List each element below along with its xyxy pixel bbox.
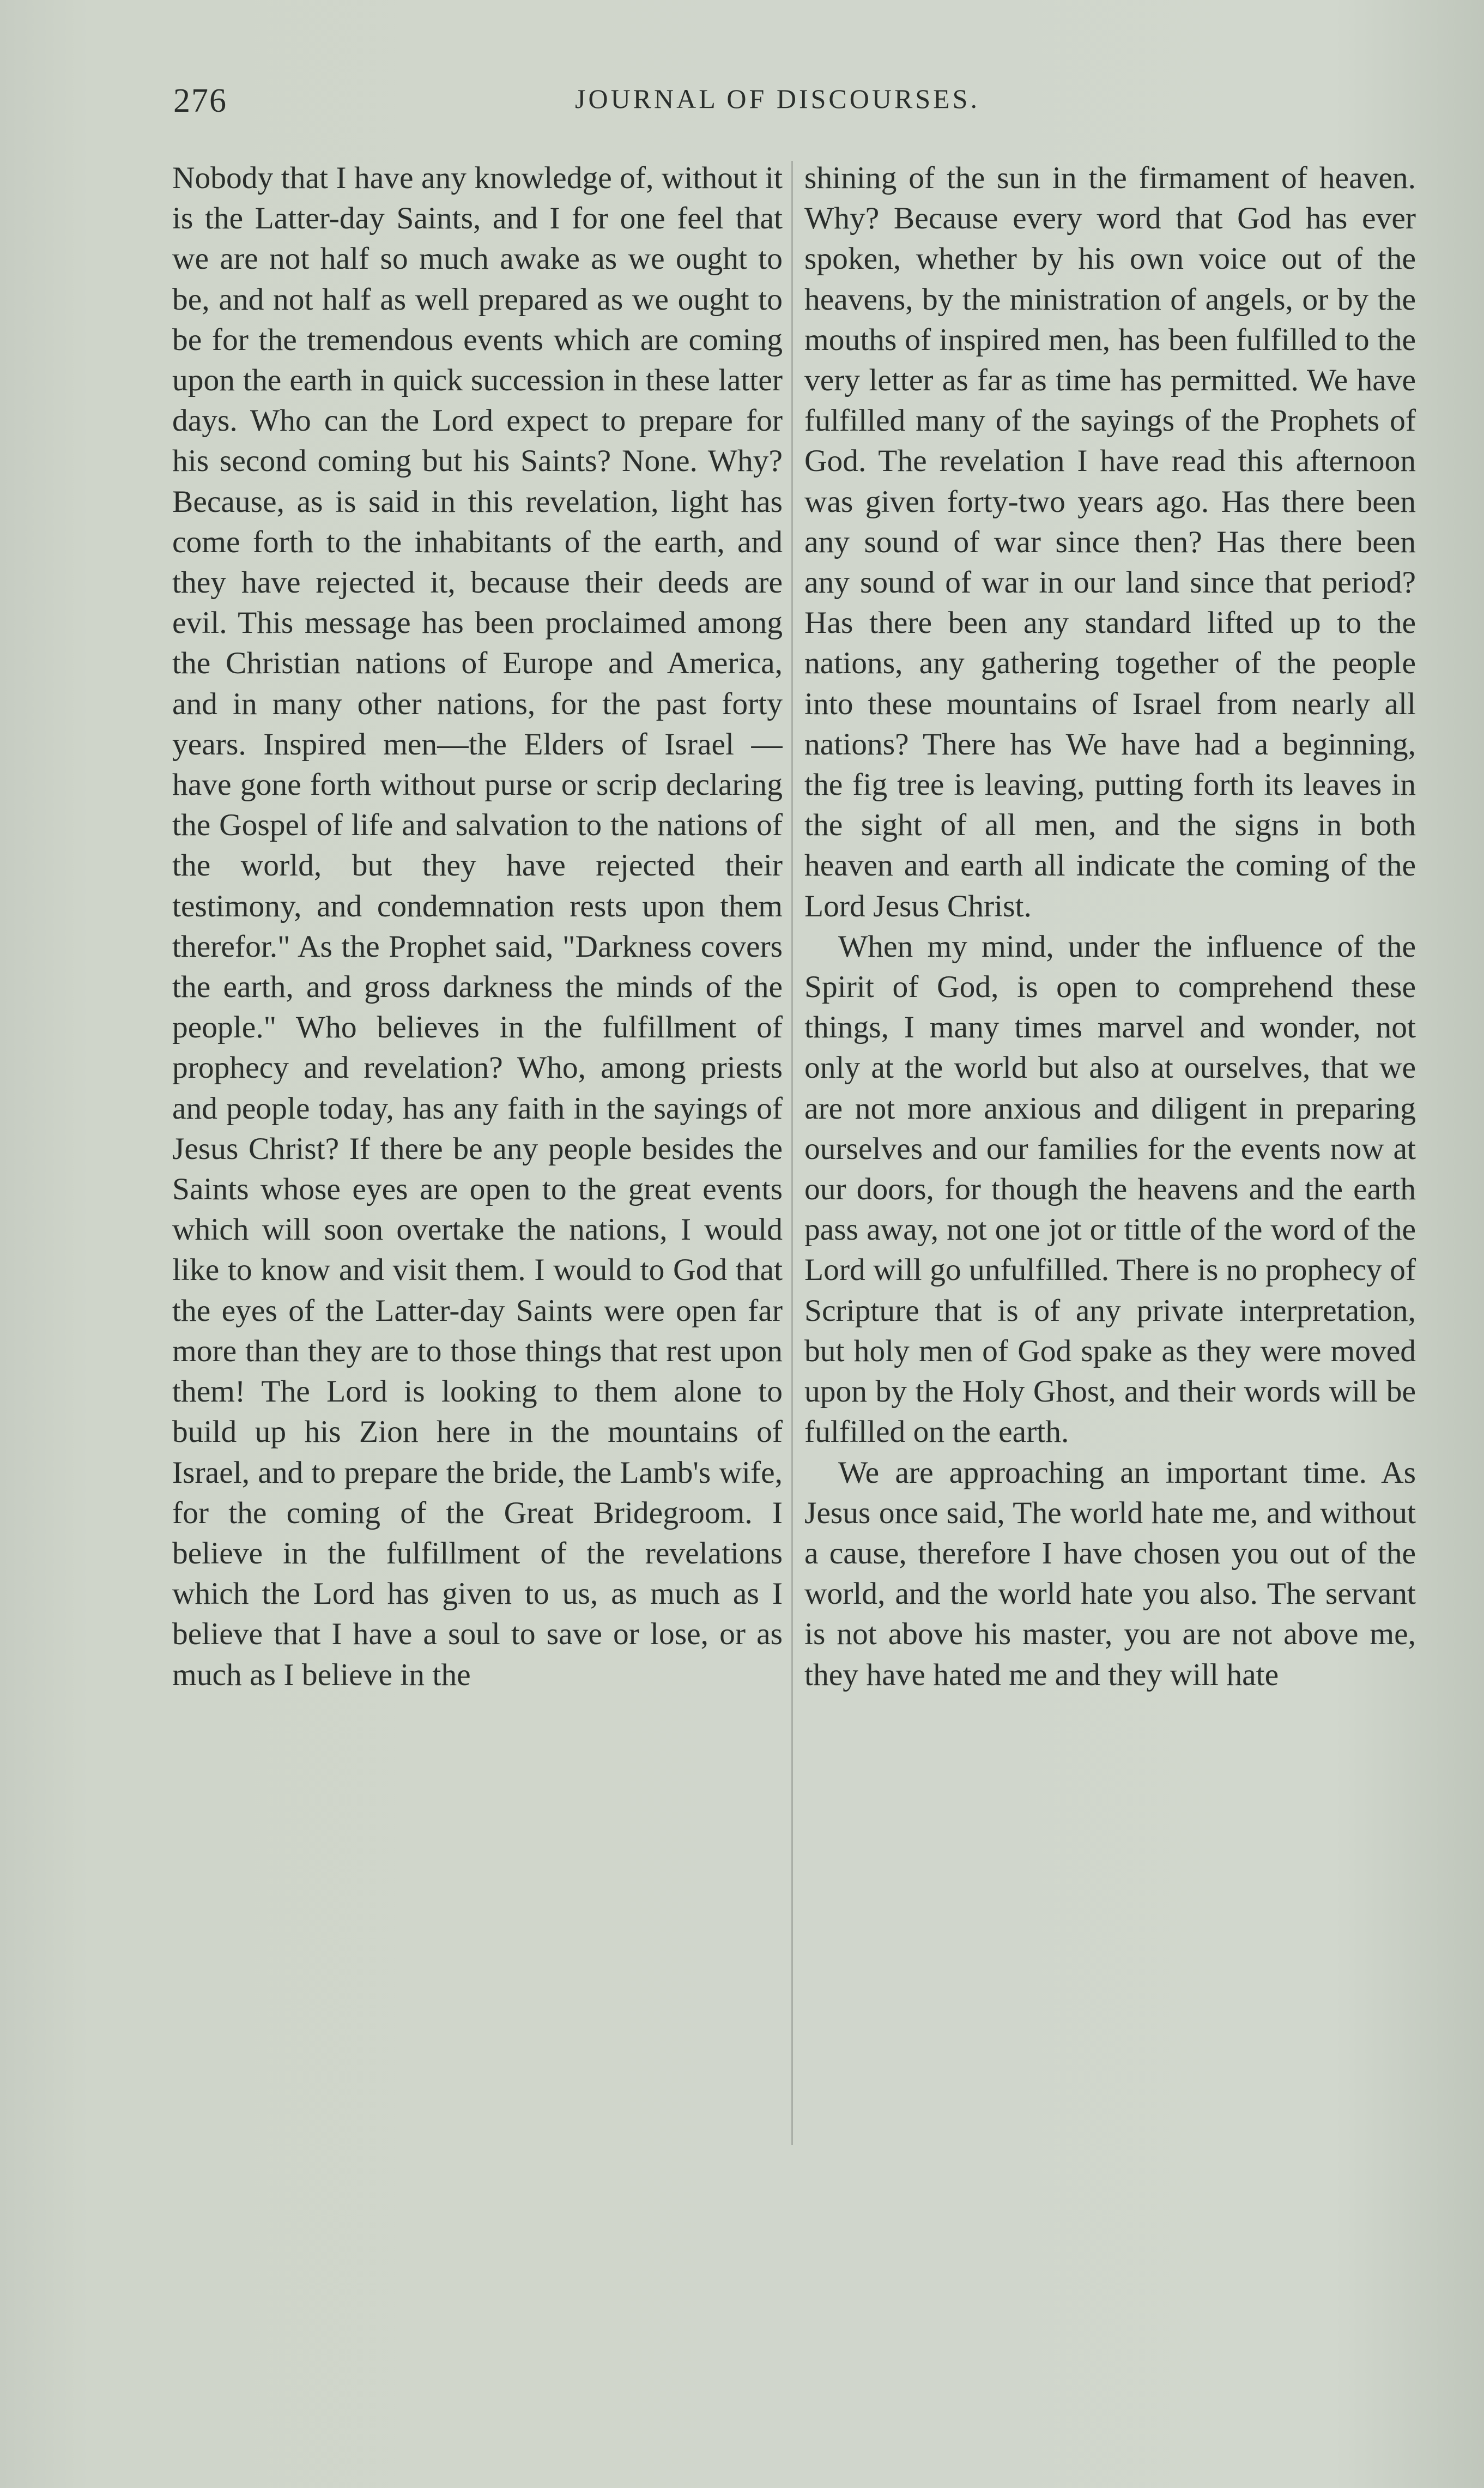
page-header [0,82,1484,131]
left-paragraph-1: Nobody that I have any knowledge of, without it is the Latter-day Saints, and I for one feel that we are not half so much awake as we ought to be, and not half as well prepared as we ought to be for the tremendous events which are coming upon the earth in quick succession in these latter days. Who can the Lord expect to prepare for his second coming but his Saints? None. Why? Because, as is said in this revelation, light has come forth to the inhabitants of the earth, and they have rejected it, because their deeds are evil. This message has been proclaimed among the Christian nations of Europe and America, and in many other nations, for the past forty years. Inspired men—the Elders of Israel — have gone forth without purse or scrip declaring the Gospel of life and salvation to the nations of the world, but they have rejected their testimony, and condemnation rests upon them therefor." As the Prophet said, "Darkness covers the earth, and gross darkness the minds of the people." Who believes in the fulfillment of prophecy and revelation? Who, among priests and people today, has any faith in the sayings of Jesus Christ? If there be any people besides the Saints whose eyes are open to the great events which will soon overtake the nations, I would like to know and visit them. I would to God that the eyes of the Latter-day Saints were open far more than they are to those things that rest upon them! The Lord is looking to them alone to build up his Zion here in the mountains of Israel, and to prepare the bride, the Lamb's wife, for the coming of the Great Bridegroom. I believe in the fulfillment of the revelations which the Lord has given to us, as much as I believe that I have a soul to save or lose, or as much as I believe in the [172,161,783,1692]
running-title: JOURNAL OF DISCOURSES. [575,83,980,114]
right-paragraph-2: When my mind, under the influence of the Spirit of God, is open to comprehend these things, I many times marvel and wonder, not only at the world but also at ourselves, that we are not more anxious and diligent in preparing ourselves and our families for the events now at our doors, for though the heavens and the earth pass away, not one jot or tittle of the word of the Lord will go unfulfilled. There is no prophecy of Scripture that is of any private interpretation, but holy men of God spake as they were moved upon by the Holy Ghost, and their words will be fulfilled on the earth. [804,929,1416,1450]
right-paragraph-3: We are approaching an important time. As Jesus once said, The world hate me, and without a cause, therefore I have chosen you out of the world, and the world hate you also. The servant is not above his master, you are not above me, they have hated me and they will hate [804,1455,1416,1692]
right-column [804,158,1416,2175]
right-paragraph-1: shining of the sun in the firmament of heaven. Why? Because every word that God has ever spoken, whether by his own voice out of the heavens, by the ministration of angels, or by the mouths of inspired men, has been fulfilled to the very letter as far as time has permitted. We have fulfilled many of the sayings of the Prophets of God. The revelation I have read this afternoon was given forty-two years ago. Has there been any sound of war since then? Has there been any sound of war in our land since that period? Has there been any standard lifted up to the nations, any gathering together of the people into these mountains of Israel from nearly all nations? There has We have had a beginning, the fig tree is leaving, putting forth its leaves in the sight of all men, and the signs in both heaven and earth all indicate the coming of the Lord Jesus Christ. [804,161,1416,923]
left-column [172,158,783,2175]
page-number: 276 [173,82,227,119]
column-divider [791,161,793,2145]
